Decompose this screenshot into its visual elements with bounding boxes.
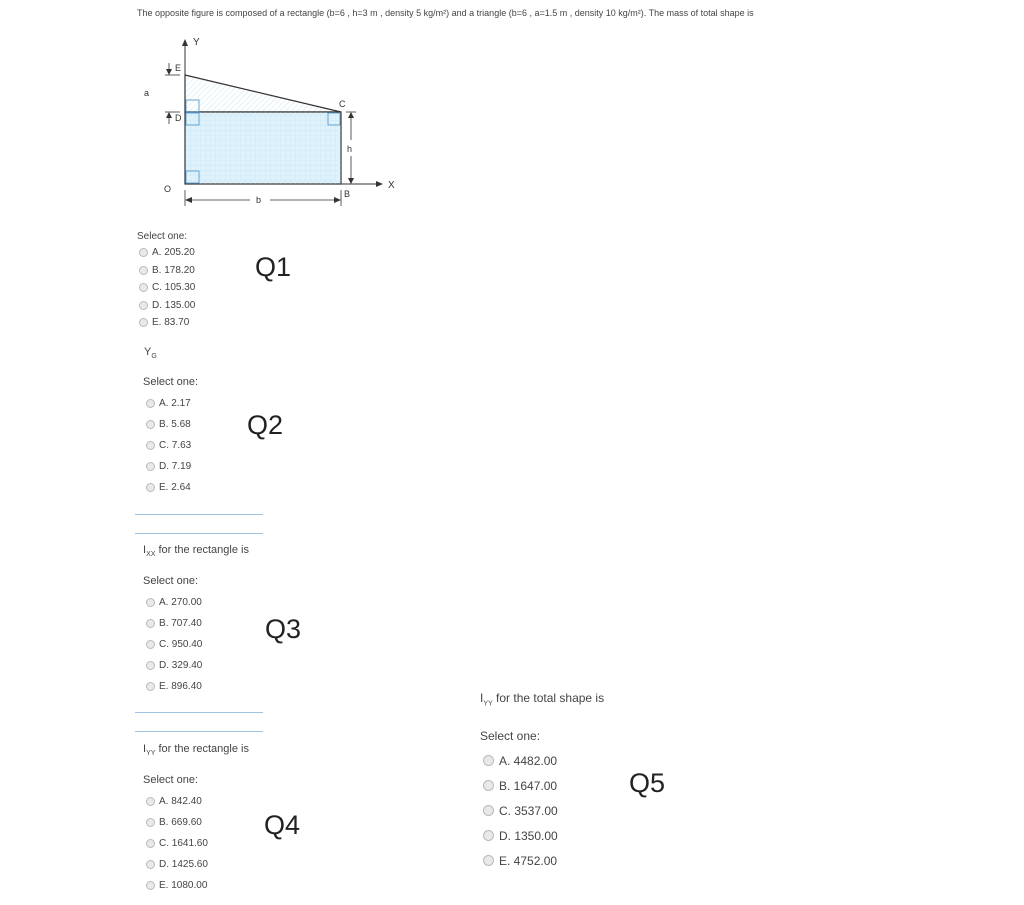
- label-b-point: B: [344, 189, 351, 199]
- q5-option-b[interactable]: B. 1647.00: [483, 773, 558, 798]
- q5-option-d[interactable]: D. 1350.00: [483, 823, 558, 848]
- label-h: h: [347, 144, 353, 154]
- separator: [135, 533, 263, 534]
- q1-label: Q1: [255, 252, 292, 282]
- radio-icon[interactable]: [139, 248, 148, 257]
- q3-option-a[interactable]: A. 270.00: [146, 592, 202, 613]
- radio-icon[interactable]: [146, 661, 155, 670]
- radio-icon[interactable]: [139, 266, 148, 275]
- q2-options: [146, 393, 191, 498]
- label-o: O: [164, 184, 172, 194]
- q5-select-wrap: [480, 729, 540, 743]
- q4-option-a[interactable]: A. 842.40: [146, 791, 208, 812]
- radio-icon[interactable]: [483, 780, 494, 791]
- radio-icon[interactable]: [146, 881, 155, 890]
- radio-icon[interactable]: [146, 598, 155, 607]
- q4-label: Q4: [264, 810, 301, 840]
- q5-option-a[interactable]: A. 4482.00: [483, 748, 558, 773]
- q4-option-e[interactable]: E. 1080.00: [146, 875, 208, 896]
- q5-options: [483, 748, 558, 873]
- radio-icon[interactable]: [483, 855, 494, 866]
- q3-option-c[interactable]: C. 950.40: [146, 634, 202, 655]
- radio-icon[interactable]: [139, 283, 148, 292]
- radio-icon[interactable]: [146, 420, 155, 429]
- q4-prompt: $I_{YY}$ for the rectangle is: [143, 743, 249, 758]
- q5-label: Q5: [629, 768, 666, 798]
- q5-prompt: $I_{YY}$ for the total shape is: [480, 691, 605, 708]
- q1-option-e[interactable]: E. 83.70: [139, 314, 195, 332]
- q1-option-c[interactable]: C. 105.30: [139, 279, 195, 297]
- q4-option-b[interactable]: B. 669.60: [146, 812, 208, 833]
- radio-icon[interactable]: [146, 860, 155, 869]
- separator: [135, 712, 263, 713]
- q3-prompt: $I_{XX}$ for the rectangle is: [143, 544, 249, 559]
- triangle-region: [185, 75, 341, 112]
- label-e: E: [175, 63, 182, 73]
- q2-option-d[interactable]: D. 7.19: [146, 456, 191, 477]
- label-y-axis: Y: [193, 37, 200, 48]
- separator: [135, 731, 263, 732]
- question-intro: The opposite figure is composed of a rectangle (b=6 , h=3 m , density 5 kg/m²) and a triangle (b=6 , a=1.5 m , density 10 kg/m²). The mass of total shape is: [137, 8, 754, 18]
- q3-option-e[interactable]: E. 896.40: [146, 676, 202, 697]
- q2-option-b[interactable]: B. 5.68: [146, 414, 191, 435]
- q5-option-c[interactable]: C. 3537.00: [483, 798, 558, 823]
- q3-option-b[interactable]: B. 707.40: [146, 613, 202, 634]
- radio-icon[interactable]: [146, 839, 155, 848]
- radio-icon[interactable]: [146, 682, 155, 691]
- radio-icon[interactable]: [146, 462, 155, 471]
- q4-select-label: Select one:: [143, 774, 199, 786]
- label-c: C: [339, 99, 346, 109]
- separator: [135, 514, 263, 515]
- q4-option-c[interactable]: C. 1641.60: [146, 833, 208, 854]
- radio-icon[interactable]: [483, 830, 494, 841]
- q2-option-e[interactable]: E. 2.64: [146, 477, 191, 498]
- q5-option-e[interactable]: E. 4752.00: [483, 848, 558, 873]
- q1-options: [139, 244, 195, 332]
- label-b: b: [256, 195, 262, 205]
- q3-label: Q3: [265, 614, 302, 644]
- q3-select-label: Select one:: [143, 575, 199, 587]
- q3-option-d[interactable]: D. 329.40: [146, 655, 202, 676]
- radio-icon[interactable]: [146, 399, 155, 408]
- q1-option-a[interactable]: A. 205.20: [139, 244, 195, 262]
- radio-icon[interactable]: [146, 619, 155, 628]
- q2-prompt: $Y_G$: [144, 346, 157, 361]
- label-x-axis: X: [388, 180, 395, 191]
- radio-icon[interactable]: [483, 805, 494, 816]
- q1-option-d[interactable]: D. 135.00: [139, 297, 195, 315]
- radio-icon[interactable]: [146, 797, 155, 806]
- q4-option-d[interactable]: D. 1425.60: [146, 854, 208, 875]
- label-a: a: [144, 88, 150, 98]
- q5-select-label: Select one:: [480, 729, 541, 743]
- q2-label: Q2: [247, 410, 284, 440]
- q5-block: [480, 691, 604, 707]
- label-d: D: [175, 113, 182, 123]
- radio-icon[interactable]: [146, 441, 155, 450]
- q2-option-a[interactable]: A. 2.17: [146, 393, 191, 414]
- q3-options: [146, 592, 202, 697]
- radio-icon[interactable]: [146, 640, 155, 649]
- composite-shape-figure: [140, 30, 410, 215]
- radio-icon[interactable]: [139, 301, 148, 310]
- radio-icon[interactable]: [146, 483, 155, 492]
- q4-options: [146, 791, 208, 896]
- radio-icon[interactable]: [146, 818, 155, 827]
- radio-icon[interactable]: [483, 755, 494, 766]
- q1-select-label: Select one:: [137, 231, 188, 242]
- q2-option-c[interactable]: C. 7.63: [146, 435, 191, 456]
- radio-icon[interactable]: [139, 318, 148, 327]
- q2-select-label: Select one:: [143, 376, 199, 388]
- q1-option-b[interactable]: B. 178.20: [139, 262, 195, 280]
